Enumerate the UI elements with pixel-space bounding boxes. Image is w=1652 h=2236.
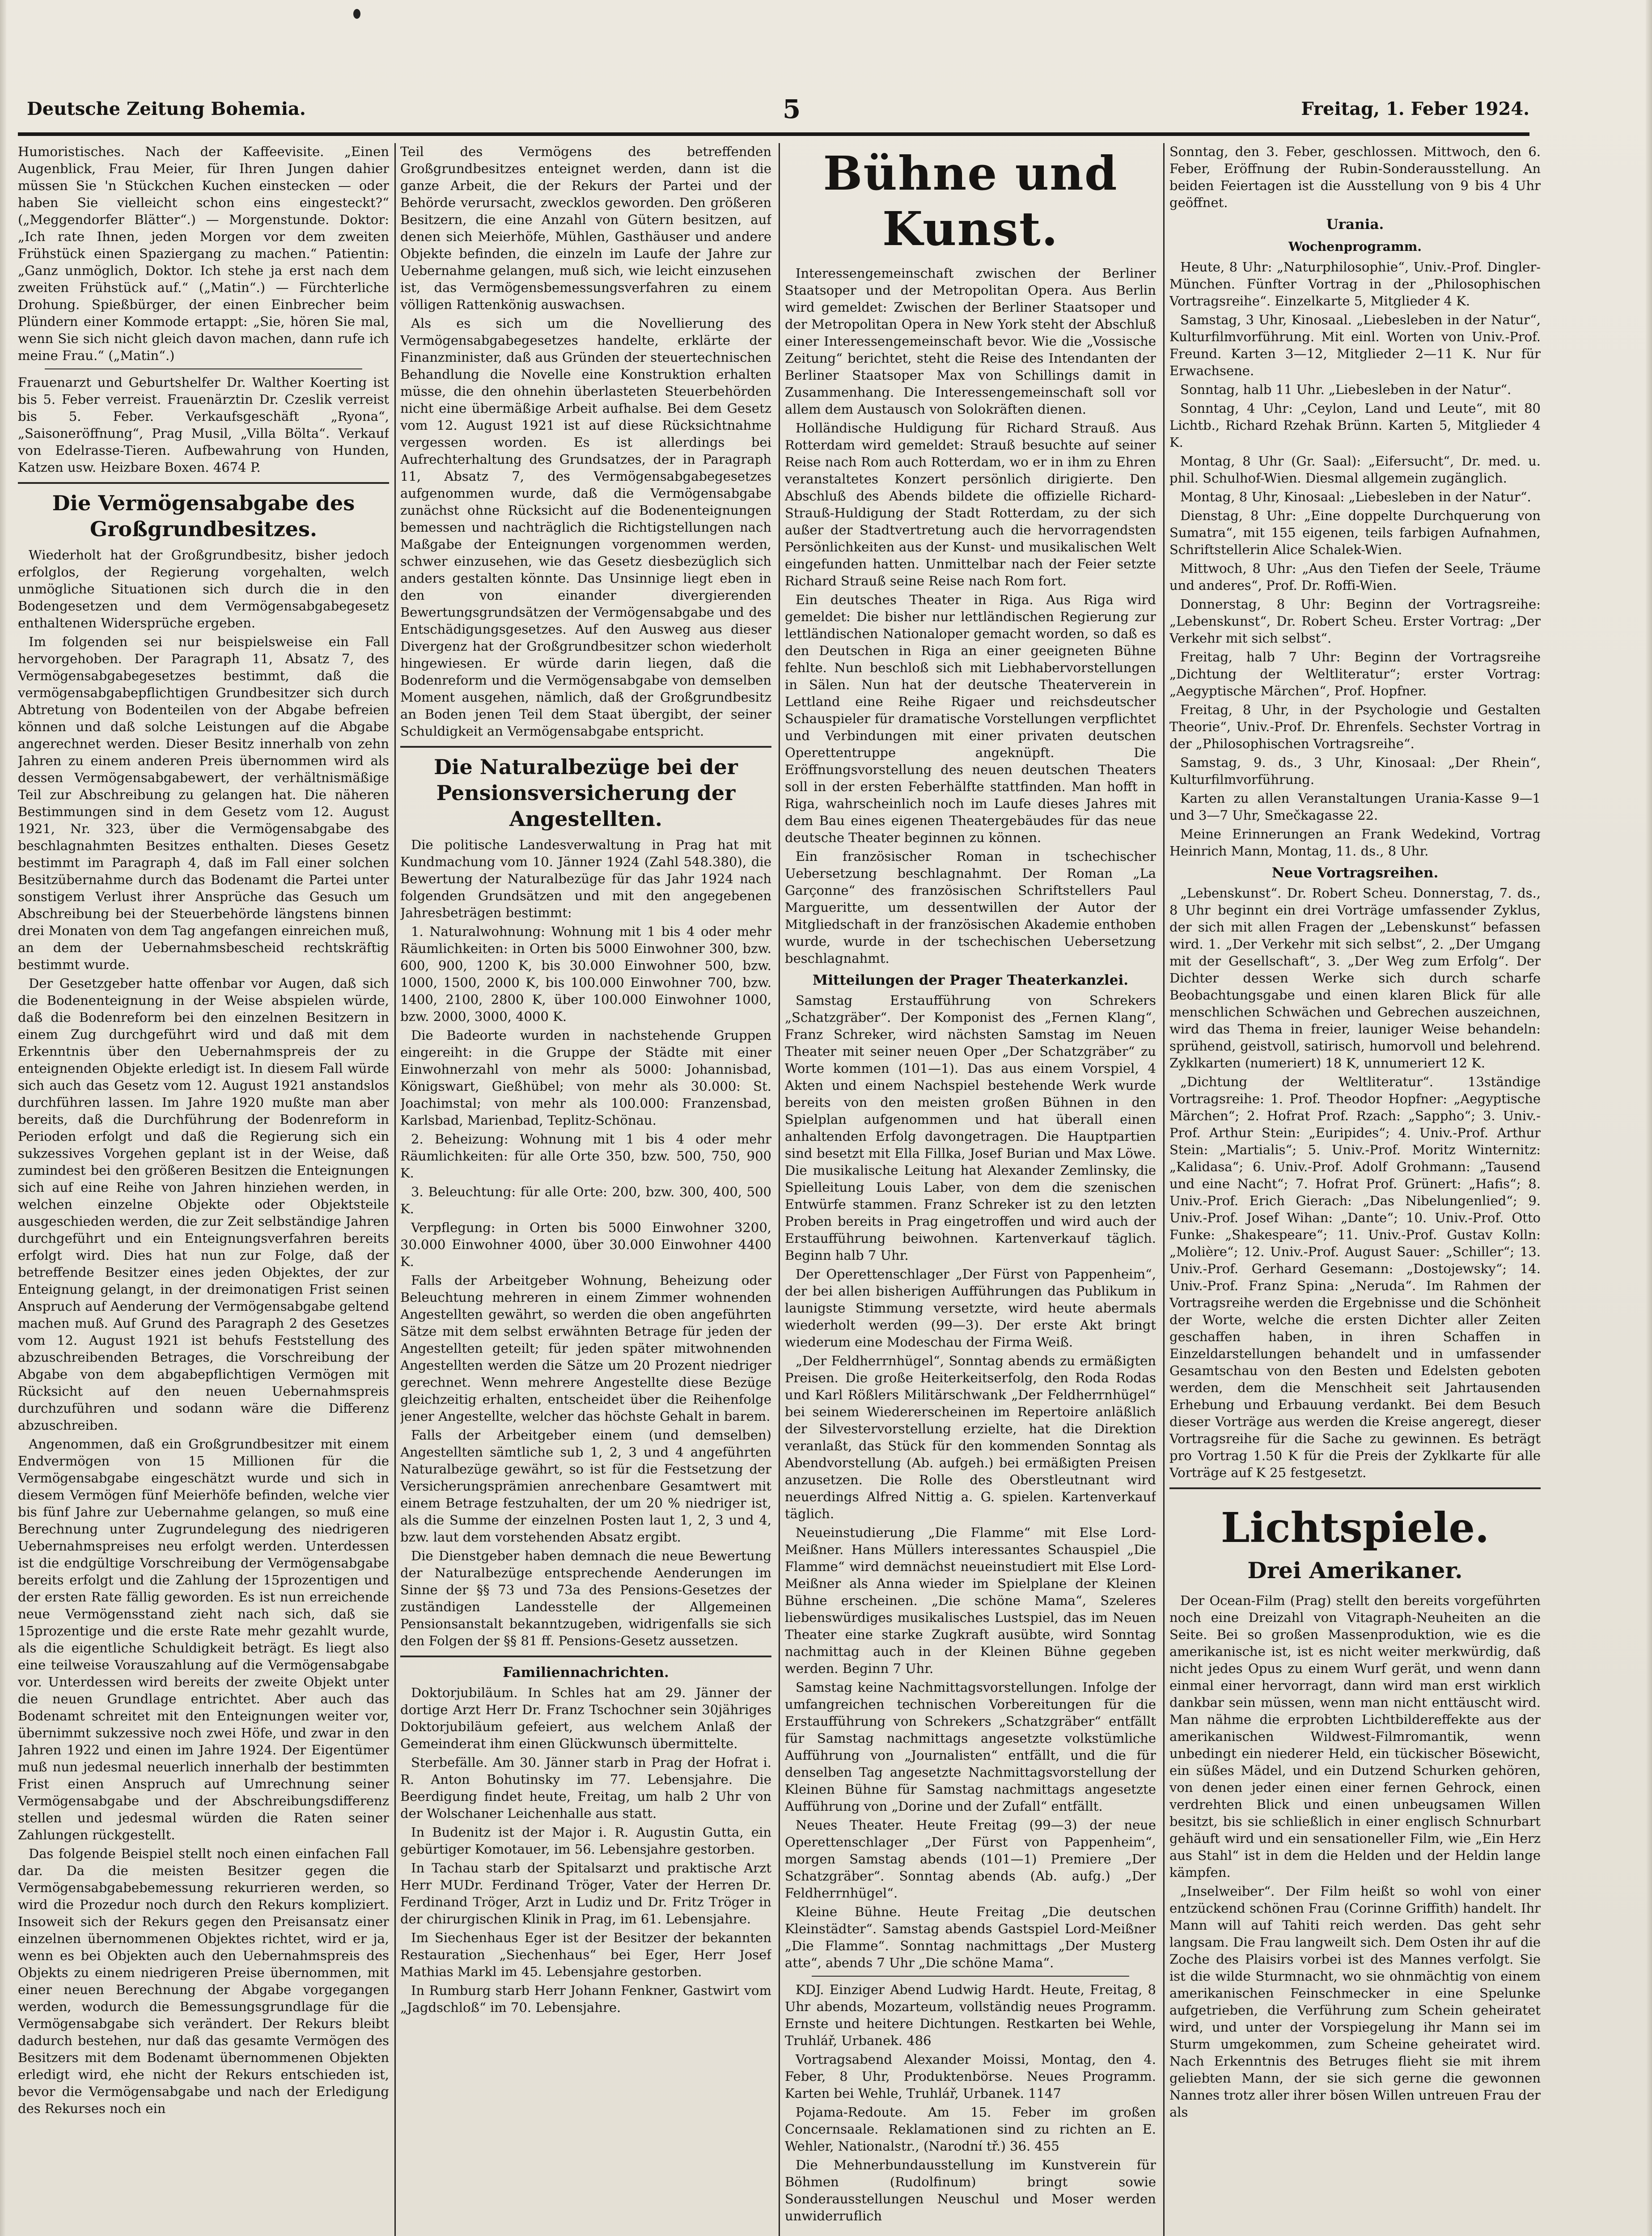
article-paragraph: „Lebenskunst“. Dr. Robert Scheu. Donnerstag, 7. ds., 8 Uhr beginnt ein drei Vorträge umfassender Zyklus, der sich mit allen Fragen der „Lebenskunst“ befassen wird. 1. „Der Verkehr mit sich selbst“, 2. „Der Umgang mit der Gesellschaft“, 3. „Der Weg zum Erfolg“. Der Dichter dessen Werke sich durch scharfe Beobachtungsgabe und einen klaren Blick für alle menschlichen Schwächen und Gebrechen auszeichnen, wird das Thema in freier, launiger Weise behandeln: sprühend, geistvoll, satirisch, humorvoll und belehrend. Zyklkarten (numeriert) 18 K, unnumeriert 12 K. [1169,885,1541,1071]
page-header [27,94,1529,134]
section-title: Neue Vortragsreihen. [1271,865,1439,881]
section-title: Familiennachrichten. [503,1664,669,1681]
article-paragraph: Verpflegung: in Orten bis 5000 Einwohner 3200, 30.000 Einwohner 4000, über 30.000 Einwohner 4400 K. [400,1220,771,1269]
divider [812,1976,1129,1977]
column-4 [1169,143,1541,2236]
column-rule [394,143,396,2236]
notices: Frauenarzt und Geburtshelfer Dr. Walther Koerting ist bis 5. Feber verreist. Frauenärztin Dr. Czeslik verreist bis 5. Feber. Verkaufsgeschäft „Ryona“, „Saisoneröffnung“, Prag Musil, „Villa Bölta“. Verkauf von Edelrasse-Tieren. Aufbewahrung von Hunden, Katzen usw. Heizbare Boxen. 4674 P. [18,375,389,475]
program-item: Dienstag, 8 Uhr: „Eine doppelte Durchquerung von Sumatra“, mit 155 eigenen, teils farbigen Aufnahmen, Schriftstellerin Alice Schalek-Wien. [1169,508,1541,557]
header-rule [18,132,1529,136]
article-paragraph: Falls der Arbeitgeber Wohnung, Beheizung oder Beleuchtung mehreren in einem Zimmer wohnenden Angestellten gewährt, so werden die oben angeführten Sätze mit dem selbst erwähnten Betrage für jeden der Angestellten geteilt; für jeden später mitwohnenden Angestellten werden die Sätze um 20 Prozent niedriger gerechnet. Wenn mehrere Angestellte diese Bezüge gleichzeitig erhalten, entscheidet über die Reihenfolge jener Angestellte, welcher das höchste Gehalt in barem. [400,1273,771,1424]
article-paragraph: Interessengemeinschaft zwischen der Berliner Staatsoper und der Metropolitan Opera. Aus Berlin wird gemeldet: Zwischen der Berliner Staatsoper und der Metropolitan Opera in New York steht der Abschluß einer Interessengemeinschaft bevor. Wie die „Vossische Zeitung“ berichtet, steht die Reise des Intendanten der Berliner Staatsoper Max von Schillings damit in Zusammenhang. Die Interessengemeinschaft soll vor allem dem Austausch von Solokräften dienen. [785,266,1156,417]
ink-spot [353,9,360,19]
article-paragraph: Pojama-Redoute. Am 15. Feber im großen Concernsaale. Reklamationen sind zu richten an E. Wehler, Nationalstr., (Narodní tř.) 36. 455 [785,2105,1156,2154]
article-paragraph: Das folgende Beispiel stellt noch einen einfachen Fall dar. Da die meisten Besitzer gegen die Vermögensabgabebemessung rekurrieren werden, so wird die Prozedur noch durch den Rekurs kompliziert. Insoweit sich der Rekurs gegen den Preisansatz einer einzelnen übernommenen Objektes richtet, wird er ja, wenn es bei Objekten auch den Uebernahmspreis des Objekts zu einem niedrigeren Preise übernommen, mit einer neuen Berechnung der Abgabe vorgegangen werden, wodurch die Bemessungsgrundlage für die Vermögensabgabe sich verändert. Der Rekurs bleibt dadurch bestehen, nur daß das gesamte Vermögen des Besitzers mit dem Bodenamt übernommenen Objekten erledigt wird, ehe nicht der Rekurs entschieden ist, bevor die Vermögensabgabe und nach der Erledigung des Rekurses noch ein [18,1846,389,2116]
column-rule [779,143,780,2236]
divider [400,1656,771,1657]
section-title: Lichtspiele. [1220,1503,1490,1552]
article-paragraph: Die Badeorte wurden in nachstehende Gruppen eingereiht: in die Gruppe der Städte mit einer Einwohnerzahl von mehr als 5000: Johannisbad, Königswart, Gießhübel; von mehr als 30.000: St. Joachimstal; von mehr als 100.000: Franzensbad, Karlsbad, Marienbad, Teplitz-Schönau. [400,1028,771,1128]
column-2 [400,143,771,2236]
article-paragraph: Die politische Landesverwaltung in Prag hat mit Kundmachung vom 10. Jänner 1924 (Zahl 548.380), die Bewertung der Naturalbezüge für das Jahr 1924 nach folgenden Grundsätzen und mit den angegebenen Jahresbeträgen bestimmt: [400,837,771,920]
article-title: Die Vermögensabgabe des Großgrundbesitzes. [52,491,355,541]
page-number: 5 [783,94,801,124]
article-paragraph: Ein französischer Roman in tschechischer Uebersetzung beschlagnahmt. Der Roman „La Garçonne“ des französischen Schriftstellers Paul Margueritte, um dessentwillen der Autor der Mitgliedschaft in der französischen Akademie enthoben wurde, wurde in der tschechischen Uebersetzung beschlagnahmt. [785,849,1156,966]
section-title: Mitteilungen der Prager Theaterkanzlei. [812,972,1129,988]
section-title: Urania. [1326,216,1384,233]
column-rule [1163,143,1165,2236]
article-title: Die Naturalbezüge bei der Pensionsversicherung der Angestellten. [434,755,738,831]
article-paragraph: Die Dienstgeber haben demnach die neue Bewertung der Naturalbezüge entsprechende Aenderungen im Sinne der §§ 73 und 73a des Pensions-Gesetzes der zuständigen Landesstelle der Allgemeinen Pensionsanstalt bekanntzugeben, widrigenfalls sie sich den Folgen der §§ 81 ff. Pensions-Gesetz aussetzen. [400,1548,771,1648]
program-item: Heute, 8 Uhr: „Naturphilosophie“, Univ.-Prof. Dingler-München. Fünfter Vortrag in der „Philosophischen Vortragsreihe“. Einzelkarte 5, Mitglieder 4 K. [1169,259,1541,309]
section-title: Bühne und Kunst. [823,146,1118,256]
article-paragraph: Doktorjubiläum. In Schles hat am 29. Jänner der dortige Arzt Herr Dr. Franz Tschochner sein 30jähriges Doktorjubiläum gefeiert, aus welchem Anlaß der Gemeinderat ihm einen Glückwunsch übermittelte. [400,1685,771,1751]
divider [45,368,362,369]
page-edge-left [0,0,6,2236]
article-paragraph: 2. Beheizung: Wohnung mit 1 bis 4 oder mehr Räumlichkeiten: für alle Orte 350, bzw. 500, 750, 900 K. [400,1131,771,1181]
program-item: Montag, 8 Uhr, Kinosaal: „Liebesleben in der Natur“. [1180,489,1531,504]
article-paragraph: „Der Feldherrnhügel“, Sonntag abends zu ermäßigten Preisen. Die große Heiterkeitserfolg, den Roda Rodas und Karl Rößlers Militärschwank „Der Feldherrnhügel“ bei seinem Wiedererscheinen im Repertoire anläßlich der Silvestervorstellung erzielte, hat die Direktion veranlaßt, das Stück für den kommenden Sonntag als Abendvorstellung (Ab. aufgeh.) bei ermäßigten Preisen anzusetzen. Die Rolle des Oberstleutnant wird neuerdings Alfred Nittig a. G. spielen. Kartenverkauf täglich. [785,1353,1156,1521]
article-paragraph: Neues Theater. Heute Freitag (99—3) der neue Operettenschlager „Der Fürst von Pappenheim“, morgen Samstag abends (101—1) Premiere „Der Schatzgräber“. Sonntag abends (Ab. aufg.) „Der Feldherrnhügel“. [785,1817,1156,1901]
article-paragraph: Im Siechenhaus Eger ist der Besitzer der bekannten Restauration „Siechenhaus“ bei Eger, Herr Josef Mathias Markl im 45. Lebensjahre gestorben. [400,1930,771,1979]
column-3 [785,143,1156,2236]
program-item: Mittwoch, 8 Uhr: „Aus den Tiefen der Seele, Träume und anderes“, Prof. Dr. Roffi-Wien. [1169,561,1541,593]
article-paragraph: Kleine Bühne. Heute Freitag „Die deutschen Kleinstädter“. Samstag abends Gastspiel Lord-Meißner „Die Flamme“. Sonntag nachmittags „Der Musterg atte“, abends 7 Uhr „Die schöne Mama“. [785,1904,1156,1970]
divider [1169,1487,1541,1489]
article-paragraph: Der Gesetzgeber hatte offenbar vor Augen, daß sich die Bodenenteignung in der Weise abspielen würde, daß die Bodenreform bei den einzelnen Besitzern in einem Zug durchgeführt wird und daß mit dem Erkenntnis über den Uebernahmspreis der zu enteignenden Objekte erledigt ist. In diesem Fall würde sich auch das Gesetz vom 12. August 1921 anstandslos durchführen lassen. Im Jahre 1920 mußte man aber bereits, daß die Durchführung der Bodenreform in Perioden erfolgt und daß die Regierung sich ein sukzessives Vorgehen geplant ist in der Weise, daß zumindest bei den größeren Besitzen die Enteignungen sich auf eine Reihe von Jahren hinziehen werden, in welchen einzelne Objekte oder Objektsteile ausgeschieden werden, die zur Zeit selbständige Jahren durchgeführt und ein Enteignungsverfahren bereits erfolgt wird. Dies hat nun zur Folge, daß der betreffende Besitzer eines jeden Objektes, der zur Enteignung gelangt, in der dreimonatigen Frist seinen Anspruch auf Aenderung der Vermögensabgabe geltend machen muß. Auf Grund des Paragraph 2 des Gesetzes vom 12. August 1921 ist behufs Feststellung des abzuschreibenden Betrages, die Vorschreibung der Abgabe von dem abgabepflichtigen Vermögen mit Rücksicht auf den neuen Uebernahmspreis durchzuführen und sodann wäre die Differenz abzuschreiben. [18,976,389,1433]
program-item: Samstag, 9. ds., 3 Uhr, Kinosaal: „Der Rhein“, Kulturfilmvorführung. [1169,755,1541,787]
article-paragraph: Vortragsabend Alexander Moissi, Montag, den 4. Feber, 8 Uhr, Produktenbörse. Neues Programm. Karten bei Wehle, Truhlář, Urbanek. 1147 [785,2052,1156,2101]
program-item: Meine Erinnerungen an Frank Wedekind, Vortrag Heinrich Mann, Montag, 11. ds., 8 Uhr. [1169,826,1541,859]
article-paragraph: „Inselweiber“. Der Film heißt so wohl von einer entzückend schönen Frau (Corinne Griffith) handelt. Ihr Mann will auf Tahiti reich werden. Das geht sehr langsam. Die Frau langweilt sich. Dem Osten ihr auf die Zoche des Plaisirs vorbei ist des Mannes verfolgt. Sie ist die wilde Sturmnacht, wo sie ohnmächtig von einem amerikanischen Feinschmecker in eine Spelunke aufgetrieben, die Verführung zum Schein geheiratet wird, und unter der Vorspiegelung ihr Mann sei im Sturm umgekommen, zum Scheine geheiratet wird. Nach Erkenntnis des Betruges flieht sie mit ihrem geliebten Mann, der sie sich gerne die gewonnen Nannes trotz aller ihrer bösen Willen untreuen Frau der als [1169,1884,1541,2120]
article-paragraph: Teil des Vermögens des betreffenden Großgrundbesitzes enteignet werden, dann ist die ganze Arbeit, die der Rekurs der Partei und der Behörde verursacht, zwecklos geworden. Den größeren Besitzern, die eine Anzahl von Gütern besitzen, auf denen sich Meierhöfe, Mühlen, Gasthäuser und andere Objekte befinden, die einzeln im Laufe der Jahre zur Uebernahme gelangen, muß sich, wie leicht einzusehen ist, das Vermögensbemessungsverfahren zu einem völligen Rattenkönig auswachsen. [400,144,771,312]
divider [400,746,771,748]
article-paragraph: In Tachau starb der Spitalsarzt und praktische Arzt Herr MUDr. Ferdinand Tröger, Vater der Herren Dr. Ferdinand Tröger, Arzt in Ludiz und Dr. Fritz Tröger in der chirurgischen Klinik in Prag, im 61. Lebensjahre. [400,1860,771,1927]
article-paragraph: Angenommen, daß ein Großgrundbesitzer mit einem Endvermögen von 15 Millionen für die Vermögensabgabe eingeschätzt wurde und sich in diesem Vermögen fünf Meierhöfe befinden, welche vier bis fünf Jahre zur Uebernahme gelangen, so muß eine Berechnung unter Zugrundelegung des niedrigeren Uebernahmspreises neu erfolgt werden. Unterdessen ist die endgültige Vorschreibung der Vermögensabgabe bereits erfolgt und die Zahlung der 15prozentigen und der ersten Rate fällig geworden. Es ist nun erreichende neue Vermögensstand zieht nach sich, daß sie 15prozentige und die erste Rate mehr gezahlt wurde, als die eigentliche Schuldigkeit beträgt. Es liegt also eine teilweise Vorauszahlung auf die Vermögensabgabe vor. Unterdessen wird bereits der zweite Objekt unter die neuen Grundlage entrichtet. Aber auch das Bodenamt schreitet mit den Enteignungen weiter vor, übernimmt sukzessive noch zwei Höfe, und zwar in den Jahren 1922 und einen im Jahre 1924. Der Eigentümer muß nun jedesmal neuerlich innerhalb der bestimmten Frist einen Anspruch auf Umrechnung seiner Vermögensabgabe und der Abschreibungsdifferenz stellen und jedesmal würden die Raten seiner Zahlungen rückgestellt. [18,1436,389,1842]
program-item: Freitag, halb 7 Uhr: Beginn der Vortragsreihe „Dichtung der Weltliteratur“; erster Vortrag: „Aegyptische Märchen“, Prof. Hopfner. [1169,649,1541,699]
program-item: Samstag, 3 Uhr, Kinosaal. „Liebesleben in der Natur“, Kulturfilmvorführung. Mit einl. Worten von Univ.-Prof. Freund. Karten 3—12, Mitglieder 2—11 K. Nur für Erwachsene. [1169,312,1541,378]
article-paragraph: Der Ocean-Film (Prag) stellt den bereits vorgeführten noch eine Dreizahl von Vitagraph-Neuheiten an die Seite. Bei so großen Massenproduktion, wie es die amerikanische ist, ist es nicht weiter merkwürdig, daß nicht jedes Opus zu einem Wurf gerät, und wenn dann einmal einer hervorragt, dann wird man erst wirklich dankbar sein müssen, wenn man nicht enttäuscht wird. Man nähme die erprobten Lichtbildereffekte aus der amerikanischen Wildwest-Filmromantik, wenn unbedingt ein niederer Held, ein tückischer Bösewicht, ein süßes Mädel, und ein Dutzend Schurken gehören, von denen jeder einen einer fernen Gehrock, einen verdrehten Blick und einen unbeugsamen Willen besitzt, bis sie schließlich in einer englisch Schnurbart gehäuft wird und ein sensationeller Film, wie „Ein Herz aus Stahl“ ist in dem die Helden und der Heldin lange kämpfen. [1169,1593,1541,1880]
article-paragraph: Im folgenden sei nur beispielsweise ein Fall hervorgehoben. Der Paragraph 11, Absatz 7, des Vermögensabgabegesetzes bestimmt, daß die vermögensabgabepflichtigen Grundbesitzer sich durch Abtretung von Bodenteilen von der Abgabe befreien können und daß solche Leistungen auf die Abgabe angerechnet werden. Dieser Besitz innerhalb von zehn Jahren zu einem anderen Preis übernommen wird als dessen Vermögensabgabewert, der verhältnismäßige Teil zur Abschreibung zu gelangen hat. Die näheren Bestimmungen sind in dem Gesetz vom 12. August 1921, Nr. 323, über die Vermögensabgabe des beschlagnahmten Besitzes enthalten. Dieses Gesetz bestimmt im Paragraph 4, daß im Fall einer solchen Besitzübernahme durch das Bodenamt die Partei unter sonstigem Verlust ihrer Ansprüche das Gesuch um Abschreibung bei der Steuerbehörde längstens binnen drei Monaten von dem Tag angefangen einreichen muß, an dem der Uebernahmsbescheid rechtskräftig bestimmt wurde. [18,634,389,972]
program-item: Freitag, 8 Uhr, in der Psychologie und Gestalten Theorie“, Univ.-Prof. Dr. Ehrenfels. Sechster Vortrag in der „Philosophischen Vortragsreihe“. [1169,702,1541,751]
article-paragraph: Samstag keine Nachmittagsvorstellungen. Infolge der umfangreichen technischen Vorbereitungen für die Erstaufführung von Schrekers „Schatzgräber“ entfällt für Samstag nachmittags angesetzte volkstümliche Aufführung von „Journalisten“ entfällt, und die für denselben Tag angesetzte Nachmittagsvorstellung der Kleinen Bühne für Samstag nachmittags angesetzte Aufführung von „Dorine und der Zufall“ entfällt. [785,1680,1156,1814]
article-paragraph: Holländische Huldigung für Richard Strauß. Aus Rotterdam wird gemeldet: Strauß besuchte auf seiner Reise nach Rom auch Rotterdam, wo er in ihm zu Ehren veranstaltetes Konzert persönlich dirigierte. Den Abschluß des Abends bildete die offizielle Richard-Strauß-Huldigung der Stadt Rotterdam, zu der sich außer der Stadtvertretung auch die hervorragendsten Persönlichkeiten aus der Kunst- und musikalischen Welt eingefunden hatten. Unmittelbar nach der Feier setzte Richard Strauß seine Reise nach Rom fort. [785,420,1156,589]
program-item: Donnerstag, 8 Uhr: Beginn der Vortragsreihe: „Lebenskunst“, Dr. Robert Scheu. Erster Vortrag: „Der Verkehr mit sich selbst“. [1169,597,1541,646]
section-subtitle: Drei Amerikaner. [1247,1557,1463,1584]
article-paragraph: Die Mehnerbundausstellung im Kunstverein für Böhmen (Rudolfinum) bringt sowie Sonderausstellungen Neuschul und Moser werden unwiderruflich [785,2157,1156,2223]
program-item: Montag, 8 Uhr (Gr. Saal): „Eifersucht“, Dr. med. u. phil. Schulhof-Wien. Diesmal allgemein zugänglich. [1169,453,1541,486]
column-1 [18,143,389,2236]
article-paragraph: In Budenitz ist der Major i. R. Augustin Gutta, ein gebürtiger Komotauer, im 56. Lebensjahre gestorben. [400,1825,771,1857]
program-item: Sonntag, halb 11 Uhr. „Liebesleben in der Natur“. [1180,382,1512,397]
article-paragraph: Wiederholt hat der Großgrundbesitz, bisher jedoch erfolglos, der Regierung vorgehalten, welch unmögliche Situationen sich durch die in den Bodengesetzen und dem Vermögensabgabegesetz enthaltenen Widersprüche ergeben. [18,547,389,631]
program-item: Sonntag, 4 Uhr: „Ceylon, Land und Leute“, mit 80 Lichtb., Richard Rzehak Brünn. Karten 5, Mitglieder 4 K. [1169,401,1541,450]
section-subtitle: Wochenprogramm. [1288,239,1422,254]
article-paragraph: Falls der Arbeitgeber einem (und demselben) Angestellten sämtliche sub 1, 2, 3 und 4 angeführten Naturalbezüge gewährt, so ist für die Festsetzung der Versicherungsprämien anrechenbare Gesamtwert mit einem Betrage festzuhalten, der um 20 % niedriger ist, als die Summe der einzelnen Posten laut 1, 2, 3 und 4, bzw. laut dem vorstehenden Absatz ergibt. [400,1427,771,1545]
article-paragraph: Ein deutsches Theater in Riga. Aus Riga wird gemeldet: Die bisher nur lettländischen Regierung zur lettländischen Nationaloper gemacht worden, so daß es den Deutschen in Riga an einer geeigneten Bühne fehlte. Nun beschloß sich mit Liebhabervorstellungen in Sälen. Nun hat der deutsche Theaterverein in Lettland eine Reihe Rigaer und reichsdeutscher Schauspieler für dramatische Vorstellungen verpflichtet und Verbindungen mit einer privaten deutschen Operettentruppe angeknüpft. Die Eröffnungsvorstellung des neuen deutschen Theaters soll in der ersten Feberhälfte stattfinden. Man hofft in Riga, wahrscheinlich noch im Laufe dieses Jahres mit dem Bau eines eigenen Theatergebäudes für das neue deutsche Theater beginnen zu können. [785,592,1156,845]
article-paragraph: Sonntag, den 3. Feber, geschlossen. Mittwoch, den 6. Feber, Eröffnung der Rubin-Sonderausstellung. An beiden Feiertagen ist die Ausstellung von 9 bis 4 Uhr geöffnet. [1169,144,1541,210]
newspaper-name: Deutsche Zeitung Bohemia. [27,98,306,119]
issue-date: Freitag, 1. Feber 1924. [1301,98,1529,119]
program-item: Karten zu allen Veranstaltungen Urania-Kasse 9—1 und 3—7 Uhr, Smečkagasse 22. [1169,791,1541,823]
divider [18,482,389,484]
article-paragraph: Samstag Erstaufführung von Schrekers „Schatzgräber“. Der Komponist des „Fernen Klang“, Franz Schreker, wird nächsten Samstag im Neuen Theater mit seiner neuen Oper „Der Schatzgräber“ zu Worte kommen (101—1). Das aus einem Vorspiel, 4 Akten und einem Nachspiel bestehende Werk wurde bereits von den meisten großen Bühnen in den Spielplan aufgenommen und hat überall einen anhaltenden Erfolg davongetragen. Die Hauptpartien sind besetzt mit Ella Fillka, Josef Burian und Max Löwe. Die musikalische Leitung hat Alexander Zemlinsky, die Spielleitung Louis Laber, von dem die szenischen Entwürfe stammen. Franz Schreker ist zu den letzten Proben bereits in Prag eingetroffen und wird auch der Erstaufführung beiwohnen. Kartenverkauf täglich. Beginn halb 7 Uhr. [785,993,1156,1263]
article-paragraph: KDJ. Einziger Abend Ludwig Hardt. Heute, Freitag, 8 Uhr abends, Mozarteum, vollständig neues Programm. Ernste und heitere Dichtungen. Restkarten bei Wehle, Truhlář, Urbanek. 486 [785,1982,1156,2048]
article-paragraph: Neueinstudierung „Die Flamme“ mit Else Lord-Meißner. Hans Müllers interessantes Schauspiel „Die Flamme“ wird demnächst neueinstudiert mit Else Lord-Meißner als Anna wieder im Spielplane der Kleinen Bühne erscheinen. „Die schöne Mama“, Szeleres liebenswürdiges musikalisches Lustspiel, das im Neuen Theater eine starke Zugkraft ausübte, wird Sonntag nachmittag auch in der Kleinen Bühne gegeben werden. Beginn 7 Uhr. [785,1525,1156,1676]
article-paragraph: 3. Beleuchtung: für alle Orte: 200, bzw. 300, 400, 500 K. [400,1184,771,1216]
article-paragraph: In Rumburg starb Herr Johann Fenkner, Gastwirt vom „Jagdschloß“ im 70. Lebensjahre. [400,1983,771,2015]
article-paragraph: Der Operettenschlager „Der Fürst von Pappenheim“, der bei allen bisherigen Aufführungen das Publikum in launigste Stimmung versetzte, wird heute abermals wiederholt werden (99—3). Der erste Akt bringt wiederum eine Modeschau der Firma Weiß. [785,1266,1156,1350]
page-edge-right [1646,0,1652,2236]
article-paragraph: 1. Naturalwohnung: Wohnung mit 1 bis 4 oder mehr Räumlichkeiten: in Orten bis 5000 Einwohner 300, bzw. 600, 900, 1200 K, bis 30.000 Einwohner 500, bzw. 1000, 1500, 2000 K, bis 100.000 Einwohner 700, bzw. 1400, 2100, 2800 K, über 100.000 Einwohner 1000, bzw. 2000, 3000, 4000 K. [400,924,771,1024]
article-paragraph: Als es sich um die Novellierung des Vermögensabgabegesetzes handelte, erklärte der Finanzminister, daß aus Gründen der steuertechnischen Behandlung die Novelle eine Konstruktion erhalten müsse, die den ohnehin überlasteten Steuerbehörden nicht eine übermäßige Arbeit aufhalse. Bei dem Gesetz vom 12. August 1921 ist auf diese Rücksichtnahme vergessen worden. Es ist allerdings bei Aufrechterhaltung des Grundsatzes, der in Paragraph 11, Absatz 7, des Vermögensabgabegesetzes aufgenommen wurde, daß die Vermögensabgabe zunächst ohne Rücksicht auf die Bodenenteignungen bemessen und nachträglich die Richtigstellungen nach Maßgabe der Enteignungen vorgenommen werden, schwer einzusehen, wie das Gesetz diesbezüglich sich anders gestalten könnte. Das Unsinnige liegt eben in den von einander divergierenden Bewertungsgrundsätzen der Vermögensabgabe und des Entschädigungsgesetzes. Auf den Ausweg aus dieser Divergenz hat der Großgrundbesitzer schon wiederholt hingewiesen. Er würde darin liegen, daß die Bodenreform und die Vermögensabgabe von demselben Moment ausgehen, nämlich, daß der Großgrundbesitz an Boden jenen Teil dem Staat übergibt, der seiner Schuldigkeit an Vermögensabgabe entspricht. [400,316,771,739]
humor-section: Humoristisches. Nach der Kaffeevisite. „Einen Augenblick, Frau Meier, für Ihren Jungen dahier müssen Sie 'n Stückchen Kuchen einstecken — oder haben Sie vielleicht schon eins eingesteckt?“ („Meggendorfer Blätter“.) — Morgenstunde. Doktor: „Ich rate Ihnen, jeden Morgen vor dem zweiten Frühstück einen Spaziergang zu machen.“ Patientin: „Ganz unmöglich, Doktor. Ich stehe ja erst nach dem zweiten Frühstück auf.“ („Matin“.) — Fürchterliche Drohung. Spießbürger, der einen Einbrecher beim Plündern einer Kommode ertappt: „Sie, hören Sie mal, wenn Sie sich nicht gleich davon machen, dann rufe ich meine Frau.“ („Matin“.) [18,144,389,363]
article-paragraph: „Dichtung der Weltliteratur“. 13ständige Vortragsreihe: 1. Prof. Theodor Hopfner: „Aegyptische Märchen“; 2. Hofrat Prof. Rzach: „Sappho“; 3. Univ.-Prof. Arthur Stein: „Euripides“; 4. Univ.-Prof. Arthur Stein: „Martialis“; 5. Univ.-Prof. Moritz Winternitz: „Kalidasa“; 6. Univ.-Prof. Adolf Grohmann: „Tausend und eine Nacht“; 7. Hofrat Prof. Grünert: „Hafis“; 8. Univ.-Prof. Erich Gierach: „Das Nibelungenlied“; 9. Univ.-Prof. Josef Wihan: „Dante“; 10. Univ.-Prof. Otto Funke: „Shakespeare“; 11. Univ.-Prof. Gustav Kolln: „Molière“; 12. Univ.-Prof. August Sauer: „Schiller“; 13. Univ.-Prof. Gerhard Gesemann: „Dostojewsky“; 14. Univ.-Prof. Franz Spina: „Neruda“. Im Rahmen der Vortragsreihe werden die Ergebnisse und die Schönheit der Worte, welche die ersten Dichter aller Zeiten geschaffen haben, in ihren Schaffen in Einzeldarstellungen behandelt und in umfassender Gesamtschau von den Besten und Edelsten geboten werden, dem die Menschheit seit Jahrtausenden Erhebung und Erbauung verdankt. Bei dem Besuch dieser Vorträge aus werden die Kreise angeregt, dieser Vortragsreihe für die Sache zu gewinnen. Es beträgt pro Vortrag 1.50 K für die Preis der Zyklkarte für alle Vorträge auf K 25 festgesetzt. [1169,1074,1541,1480]
article-paragraph: Sterbefälle. Am 30. Jänner starb in Prag der Hofrat i. R. Anton Bohutinsky im 77. Lebensjahre. Die Beerdigung findet heute, Freitag, um halb 2 Uhr von der Wolschaner Leichenhalle aus statt. [400,1755,771,1821]
